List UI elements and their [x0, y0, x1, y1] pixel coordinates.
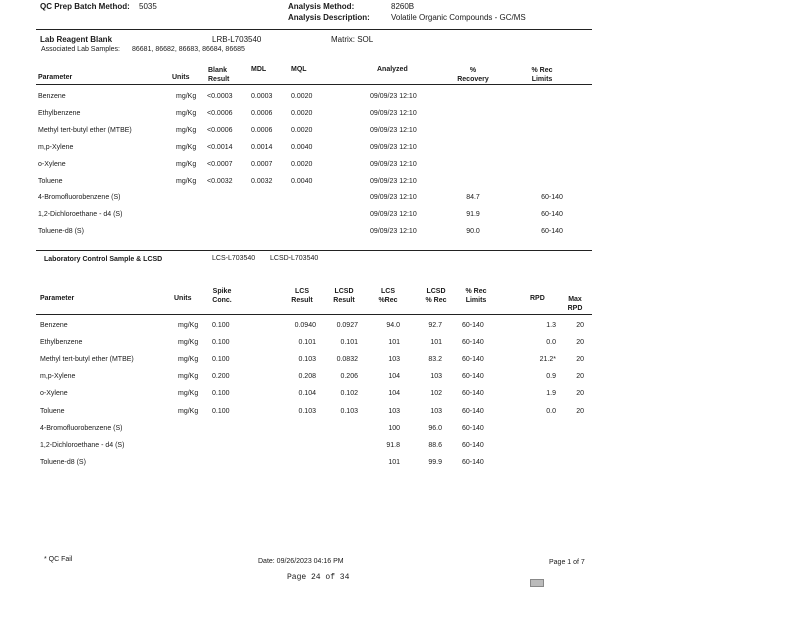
blank-row-mql: 0.0020 [291, 93, 313, 100]
lcs-row-lcs-rec: 100 [388, 425, 400, 432]
blank-row-limits: 60-140 [541, 194, 563, 201]
analysis-desc-label: Analysis Description: [288, 13, 370, 22]
blank-row-parameter: Toluene [38, 178, 63, 185]
lcs-header-lcsd-rec: LCSD % Rec [425, 288, 447, 304]
blank-row-parameter: Toluene-d8 (S) [38, 228, 84, 235]
lcs-row-parameter: 4-Bromofluorobenzene (S) [40, 425, 123, 432]
lcs-row-max-rpd: 20 [576, 408, 584, 415]
blank-header-divider [36, 84, 592, 85]
lcs-row-lcs-rec: 103 [388, 408, 400, 415]
blank-row-result: <0.0032 [207, 178, 233, 185]
lcs-row-lcsd-rec: 99.9 [428, 459, 442, 466]
blank-row-analyzed: 09/09/23 12:10 [370, 144, 417, 151]
blank-row-units: mg/Kg [176, 110, 197, 117]
lcs-row-lcsd-rec: 101 [430, 339, 442, 346]
blank-row-mql: 0.0020 [291, 127, 313, 134]
blank-row-parameter: Methyl tert-butyl ether (MTBE) [38, 127, 132, 134]
lcs-row-lcs-result: 0.104 [298, 390, 316, 397]
lcs-row-lcs-result: 0.0940 [294, 322, 316, 329]
blank-id: LRB-L703540 [212, 35, 262, 44]
blank-row-result: <0.0006 [207, 127, 233, 134]
lcs-row-limits: 60-140 [462, 339, 484, 346]
lcs-row-lcsd-result: 0.206 [340, 373, 358, 380]
lcs-row-lcs-rec: 91.8 [386, 442, 400, 449]
lcs-id: LCS-L703540 [212, 255, 256, 262]
lcs-row-lcsd-rec: 92.7 [428, 322, 442, 329]
footer-page-number: Page 24 of 34 [287, 573, 350, 582]
lcs-row-lcs-result: 0.101 [298, 339, 316, 346]
barcode-mark [530, 579, 544, 587]
lcs-row-spike: 0.100 [212, 390, 230, 397]
lcs-row-parameter: 1,2-Dichloroethane - d4 (S) [40, 442, 125, 449]
blank-row-parameter: Benzene [38, 93, 66, 100]
assoc-samples-values: 86681, 86682, 86683, 86684, 86685 [132, 46, 245, 53]
lcs-row-limits: 60-140 [462, 425, 484, 432]
qc-batch-value: 5035 [139, 2, 157, 11]
blank-row-mdl: 0.0014 [251, 144, 273, 151]
lcs-row-limits: 60-140 [462, 373, 484, 380]
lcs-row-lcs-rec: 94.0 [386, 322, 400, 329]
lcs-header-units: Units [174, 295, 192, 302]
blank-row-units: mg/Kg [176, 144, 197, 151]
blank-row-parameter: o-Xylene [38, 161, 66, 168]
blank-row-parameter: Ethylbenzene [38, 110, 81, 117]
assoc-samples-label: Associated Lab Samples: [41, 46, 120, 53]
lcs-row-parameter: m,p-Xylene [40, 373, 76, 380]
lcs-row-rpd: 21.2* [539, 356, 556, 363]
blank-header-mdl: MDL [251, 66, 267, 73]
lcs-row-units: mg/Kg [178, 408, 199, 415]
lcs-header-parameter: Parameter [40, 295, 75, 302]
qc-fail-note: * QC Fail [44, 556, 73, 563]
blank-row-mql: 0.0020 [291, 110, 313, 117]
qc-batch-label: QC Prep Batch Method: [40, 2, 130, 11]
blank-header-recovery: % Recovery [457, 67, 489, 83]
lcs-row-spike: 0.200 [212, 373, 230, 380]
lcs-row-spike: 0.100 [212, 339, 230, 346]
lcs-row-limits: 60-140 [462, 322, 484, 329]
lcs-header-max-rpd: Max RPD [567, 296, 583, 312]
blank-header-limits: % Rec Limits [531, 67, 553, 83]
blank-header-analyzed: Analyzed [377, 66, 408, 73]
lcs-row-rpd: 1.3 [546, 322, 556, 329]
lcs-row-lcs-rec: 104 [388, 390, 400, 397]
lcs-row-rpd: 0.0 [546, 339, 556, 346]
lcs-row-max-rpd: 20 [576, 339, 584, 346]
lcs-header-lcsd-result: LCSD Result [333, 288, 355, 304]
blank-row-analyzed: 09/09/23 12:10 [370, 211, 417, 218]
blank-header-parameter: Parameter [38, 74, 73, 81]
blank-row-limits: 60-140 [541, 211, 563, 218]
blank-row-analyzed: 09/09/23 12:10 [370, 228, 417, 235]
lcs-header-lcs-result: LCS Result [291, 288, 313, 304]
lcs-row-lcsd-rec: 103 [430, 373, 442, 380]
blank-row-units: mg/Kg [176, 161, 197, 168]
lcs-row-limits: 60-140 [462, 442, 484, 449]
lcs-row-units: mg/Kg [178, 356, 199, 363]
blank-row-analyzed: 09/09/23 12:10 [370, 161, 417, 168]
blank-row-recovery: 90.0 [466, 228, 480, 235]
lcs-row-lcs-rec: 101 [388, 459, 400, 466]
blank-row-units: mg/Kg [176, 178, 197, 185]
blank-row-result: <0.0014 [207, 144, 233, 151]
blank-matrix: Matrix: SOL [331, 35, 374, 44]
lcs-row-rpd: 0.9 [546, 373, 556, 380]
analysis-desc-value: Volatile Organic Compounds - GC/MS [391, 13, 526, 22]
lcs-title: Laboratory Control Sample & LCSD [44, 256, 163, 263]
blank-row-mdl: 0.0003 [251, 93, 273, 100]
blank-row-analyzed: 09/09/23 12:10 [370, 127, 417, 134]
lcs-row-lcsd-rec: 83.2 [428, 356, 442, 363]
blank-row-units: mg/Kg [176, 127, 197, 134]
blank-row-mdl: 0.0006 [251, 127, 273, 134]
blank-row-mdl: 0.0007 [251, 161, 273, 168]
blank-title: Lab Reagent Blank [40, 35, 113, 44]
lcs-row-spike: 0.100 [212, 322, 230, 329]
analysis-method-label: Analysis Method: [288, 2, 355, 11]
blank-row-mql: 0.0020 [291, 161, 313, 168]
lcsd-id: LCSD-L703540 [270, 255, 319, 262]
lcs-row-lcsd-rec: 103 [430, 408, 442, 415]
blank-row-analyzed: 09/09/23 12:10 [370, 110, 417, 117]
lcs-row-lcs-rec: 101 [388, 339, 400, 346]
blank-row-parameter: 1,2-Dichloroethane - d4 (S) [38, 211, 123, 218]
blank-header-result: Blank Result [208, 67, 230, 83]
lcs-row-parameter: o-Xylene [40, 390, 68, 397]
blank-row-mdl: 0.0006 [251, 110, 273, 117]
lcs-row-lcs-result: 0.103 [298, 356, 316, 363]
analysis-method-value: 8260B [391, 2, 415, 11]
lcs-row-spike: 0.100 [212, 408, 230, 415]
blank-row-analyzed: 09/09/23 12:10 [370, 93, 417, 100]
section-divider [36, 250, 592, 251]
blank-row-mql: 0.0040 [291, 178, 313, 185]
lcs-row-lcsd-rec: 96.0 [428, 425, 442, 432]
lcs-row-parameter: Toluene [40, 408, 65, 415]
blank-header-mql: MQL [291, 66, 307, 73]
lcs-row-parameter: Toluene-d8 (S) [40, 459, 86, 466]
blank-header-units: Units [172, 74, 190, 81]
lcs-row-max-rpd: 20 [576, 356, 584, 363]
lcs-row-lcsd-rec: 88.6 [428, 442, 442, 449]
lcs-row-lcs-rec: 104 [388, 373, 400, 380]
blank-row-parameter: m,p-Xylene [38, 144, 74, 151]
header-divider [36, 29, 592, 30]
blank-row-parameter: 4-Bromofluorobenzene (S) [38, 194, 121, 201]
blank-row-recovery: 91.9 [466, 211, 480, 218]
lcs-row-units: mg/Kg [178, 322, 199, 329]
lcs-row-rpd: 0.0 [546, 408, 556, 415]
lcs-row-max-rpd: 20 [576, 322, 584, 329]
lcs-row-lcsd-result: 0.102 [340, 390, 358, 397]
lcs-row-rpd: 1.9 [546, 390, 556, 397]
lcs-row-lcs-result: 0.103 [298, 408, 316, 415]
lcs-row-limits: 60-140 [462, 408, 484, 415]
lcs-row-lcsd-result: 0.0927 [336, 322, 358, 329]
lcs-header-spike: Spike Conc. [212, 288, 232, 304]
lcs-row-limits: 60-140 [462, 356, 484, 363]
blank-row-units: mg/Kg [176, 93, 197, 100]
lcs-row-lcs-result: 0.208 [298, 373, 316, 380]
lcs-row-limits: 60-140 [462, 390, 484, 397]
blank-row-limits: 60-140 [541, 228, 563, 235]
lcs-row-units: mg/Kg [178, 373, 199, 380]
lcs-row-parameter: Methyl tert-butyl ether (MTBE) [40, 356, 134, 363]
lcs-row-lcsd-result: 0.0832 [336, 356, 358, 363]
lcs-row-lcsd-rec: 102 [430, 390, 442, 397]
lcs-header-lcs-rec: LCS %Rec [378, 288, 398, 304]
lcs-row-lcsd-result: 0.101 [340, 339, 358, 346]
blank-row-analyzed: 09/09/23 12:10 [370, 194, 417, 201]
blank-row-result: <0.0006 [207, 110, 233, 117]
footer-date: Date: 09/26/2023 04:16 PM [258, 558, 344, 565]
lcs-row-lcs-rec: 103 [388, 356, 400, 363]
lcs-row-spike: 0.100 [212, 356, 230, 363]
lcs-row-parameter: Benzene [40, 322, 68, 329]
lcs-header-divider [36, 314, 592, 315]
lcs-header-limits: % Rec Limits [465, 288, 487, 304]
lcs-row-units: mg/Kg [178, 339, 199, 346]
footer-page-of: Page 1 of 7 [549, 559, 585, 566]
blank-row-analyzed: 09/09/23 12:10 [370, 178, 417, 185]
blank-row-result: <0.0007 [207, 161, 233, 168]
blank-row-mdl: 0.0032 [251, 178, 273, 185]
lcs-row-units: mg/Kg [178, 390, 199, 397]
lcs-row-max-rpd: 20 [576, 390, 584, 397]
blank-row-result: <0.0003 [207, 93, 233, 100]
blank-row-recovery: 84.7 [466, 194, 480, 201]
blank-row-mql: 0.0040 [291, 144, 313, 151]
lcs-row-parameter: Ethylbenzene [40, 339, 83, 346]
lcs-row-lcsd-result: 0.103 [340, 408, 358, 415]
lcs-header-rpd: RPD [530, 295, 545, 302]
lcs-row-limits: 60-140 [462, 459, 484, 466]
lcs-row-max-rpd: 20 [576, 373, 584, 380]
